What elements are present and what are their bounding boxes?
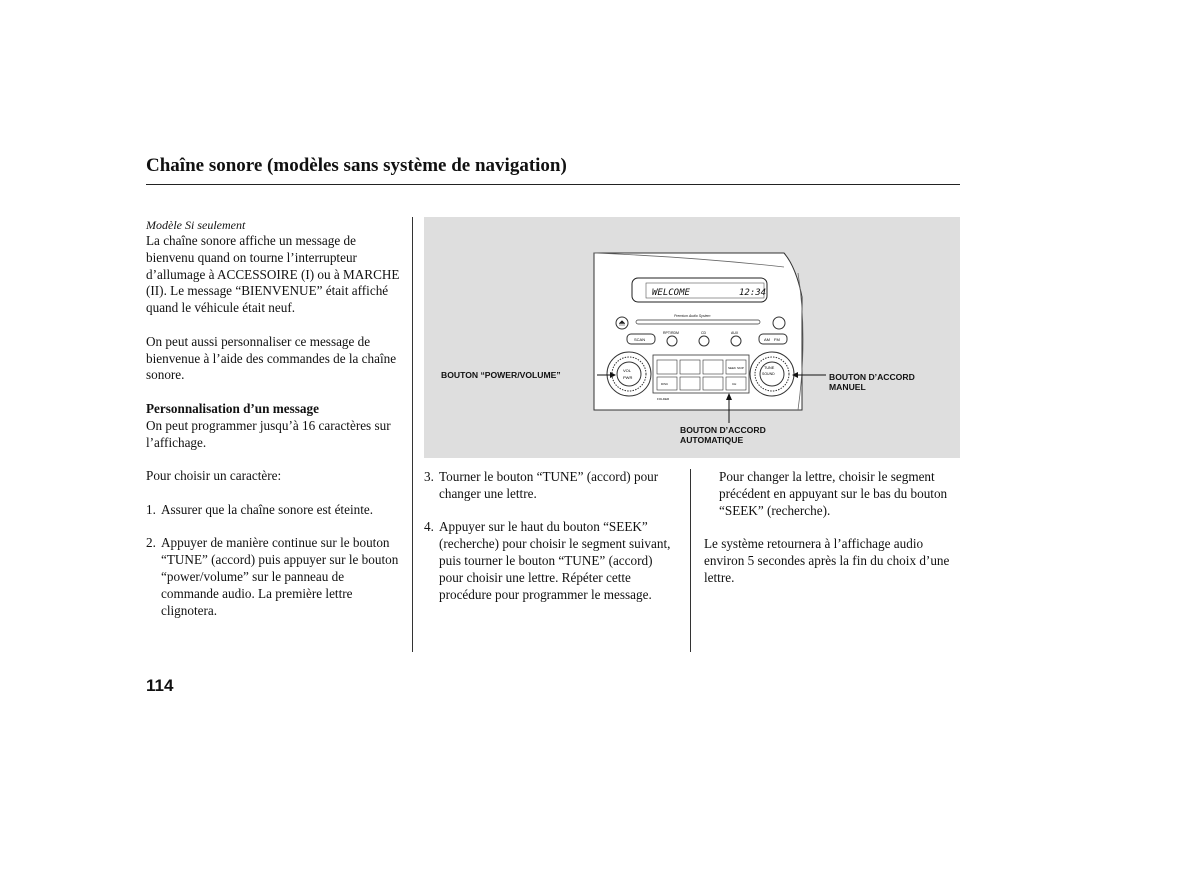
step-text: Appuyer sur le haut du bouton “SEEK” (recherche) pour choisir le segment suivant, puis tourner le bouton “TUNE” (accord) pour choisir une lettre. Répéter cette procédure pour programmer le message. <box>439 519 671 602</box>
seek-label: SEEK <box>728 366 737 370</box>
fm-label: FM <box>774 337 780 342</box>
label-power-volume: BOUTON “POWER/VOLUME” <box>441 370 561 380</box>
column-divider-1 <box>412 217 413 652</box>
label-manual-tune-1: BOUTON D’ACCORD <box>829 372 915 382</box>
display-text: WELCOME <box>652 288 690 298</box>
cd-label: CD <box>701 331 707 335</box>
sound-label: SOUND <box>762 372 775 376</box>
steps-list-2 <box>424 469 679 603</box>
personalize-paragraph: On peut aussi personnaliser ce message de bienvenue à l’aide des commandes de la chaîne sonore. <box>146 333 397 383</box>
step-number: 1. <box>146 501 156 517</box>
step-item <box>146 502 401 519</box>
disc-label: DISC <box>661 382 669 386</box>
limit-paragraph: On peut programmer jusqu’à 16 caractères sur l’affichage. <box>146 417 391 450</box>
intro-paragraph: La chaîne sonore affiche un message de bienvenu quand on tourne l’interrupteur d’allumage à ACCESSOIRE (I) ou à MARCHE (II). Le message “BIENVENUE” était affiché quand le véhicule était neuf. <box>146 233 400 316</box>
rpt-rdm-button <box>667 336 677 346</box>
step-text: Appuyer de manière continue sur le bouton “TUNE” (accord) puis appuyer sur le bouton “power/volume” sur le panneau de commande audio. La première lettre clignotera. <box>161 535 399 618</box>
label-auto-tune-1: BOUTON D’ACCORD <box>680 425 766 435</box>
brand-label: Premium Audio System <box>674 314 711 318</box>
step-number: 4. <box>424 519 434 535</box>
return-note-paragraph: Le système retournera à l’affichage audio environ 5 secondes après la fin du choix d’une lettre. <box>704 536 950 585</box>
step-item <box>146 535 401 619</box>
label-auto-tune-2: AUTOMATIQUE <box>680 435 744 445</box>
continuation-paragraph: Pour changer la lettre, choisir le segment précédent en appuyant sur le bas du bouton “SEEK” (recherche). <box>719 469 948 518</box>
page-number: 114 <box>146 676 174 695</box>
steps-list-1 <box>146 502 401 620</box>
display-time: 12:34 <box>739 288 767 298</box>
page-title: Chaîne sonore (modèles sans système de navigation) <box>146 155 567 176</box>
step-number: 3. <box>424 469 434 484</box>
step-item <box>424 519 679 603</box>
column-divider-2 <box>690 469 691 652</box>
ch-label: CH <box>732 382 737 386</box>
label-manual-tune-2: MANUEL <box>829 382 866 392</box>
step-text: Assurer que la chaîne sonore est éteinte. <box>161 501 374 517</box>
column-3 <box>704 469 958 603</box>
aux-button <box>731 336 741 346</box>
am-label: AM <box>764 337 770 342</box>
section-heading: Personnalisation d’un message <box>146 400 319 416</box>
tune-label: TUNE <box>764 366 775 370</box>
audio-panel-diagram <box>424 217 960 458</box>
title-divider <box>146 184 960 185</box>
model-caption: Modèle Si seulement <box>146 218 246 232</box>
cd-button <box>699 336 709 346</box>
rpt-rdm-label: RPT/RDM <box>663 331 679 335</box>
column-2 <box>424 469 679 620</box>
step-number: 2. <box>146 535 156 551</box>
pwr-label: PWR <box>623 375 633 380</box>
skip-label: SKIP <box>737 366 744 370</box>
folder-label: FOLDER <box>657 397 670 401</box>
scan-label: SCAN <box>634 337 646 342</box>
info-button <box>773 317 785 329</box>
choose-paragraph: Pour choisir un caractère: <box>146 468 282 484</box>
audio-panel-figure <box>424 217 960 458</box>
step-text: Tourner le bouton “TUNE” (accord) pour changer une lettre. <box>439 469 659 501</box>
step-item <box>424 469 679 503</box>
aux-label: AUX <box>731 331 739 335</box>
vol-label: VOL <box>623 368 632 373</box>
column-1 <box>146 218 401 636</box>
